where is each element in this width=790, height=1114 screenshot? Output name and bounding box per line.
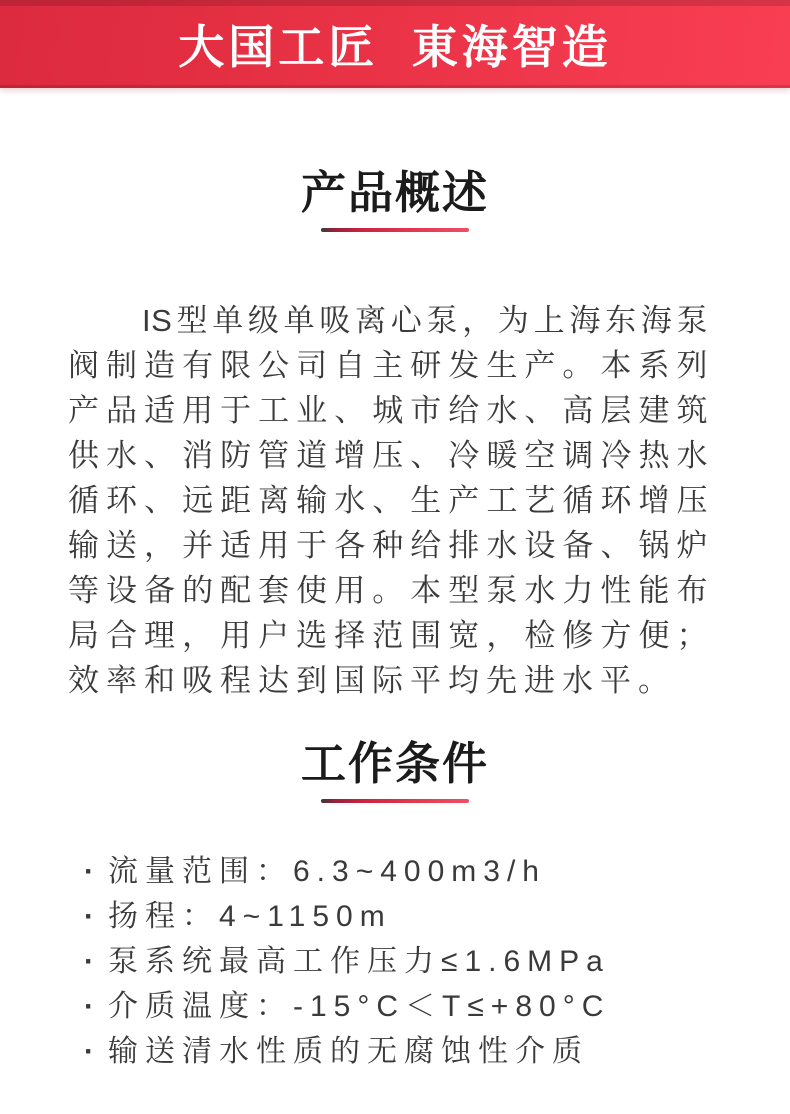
list-item-text: 介质温度：-15°C＜T≤+80°C — [108, 990, 611, 1023]
paragraph-line: 输送，并适用于各种给排水设备、锅炉 — [68, 528, 708, 563]
list-item-text: 扬程：4~1150m — [108, 900, 392, 933]
title-underline — [321, 228, 469, 232]
title-underline — [321, 799, 469, 803]
conditions-title: 工作条件 — [300, 738, 489, 789]
paragraph-line: 循环、远距离输水、生产工艺循环增压 — [68, 483, 708, 518]
list-item — [68, 849, 728, 894]
section-working-conditions — [0, 738, 790, 1074]
list-item — [68, 1029, 728, 1074]
list-item — [68, 984, 728, 1029]
bullet-dot-icon: · — [84, 990, 94, 1023]
bullet-dot-icon: · — [84, 855, 94, 888]
section-product-overview — [0, 167, 790, 703]
paragraph-line: 阀制造有限公司自主研发生产。本系列 — [68, 348, 708, 383]
paragraph-line: 供水、消防管道增压、冷暖空调冷热水 — [68, 438, 708, 473]
list-item-text: 输送清水性质的无腐蚀性介质 — [108, 1035, 589, 1068]
list-item — [68, 939, 728, 984]
paragraph-line: IS型单级单吸离心泵，为上海东海泵 — [142, 303, 708, 338]
overview-title: 产品概述 — [300, 167, 489, 218]
bullet-dot-icon: · — [84, 900, 94, 933]
list-item — [68, 894, 728, 939]
paragraph-line: 局合理，用户选择范围宽，检修方便； — [68, 618, 708, 653]
paragraph-line: 等设备的配套使用。本型泵水力性能布 — [68, 573, 708, 608]
list-item-text: 泵系统最高工作压力≤1.6MPa — [108, 945, 610, 978]
bullet-dot-icon: · — [84, 945, 94, 978]
paragraph-line: 效率和吸程达到国际平均先进水平。 — [68, 663, 676, 698]
list-item-text: 流量范围：6.3~400m3/h — [108, 855, 546, 888]
paragraph-line: 产品适用于工业、城市给水、高层建筑 — [68, 393, 708, 428]
overview-paragraph — [68, 298, 708, 703]
conditions-list — [68, 849, 728, 1074]
banner-title: 大国工匠 東海智造 — [178, 21, 612, 73]
banner — [0, 0, 790, 88]
bullet-dot-icon: · — [84, 1035, 94, 1068]
